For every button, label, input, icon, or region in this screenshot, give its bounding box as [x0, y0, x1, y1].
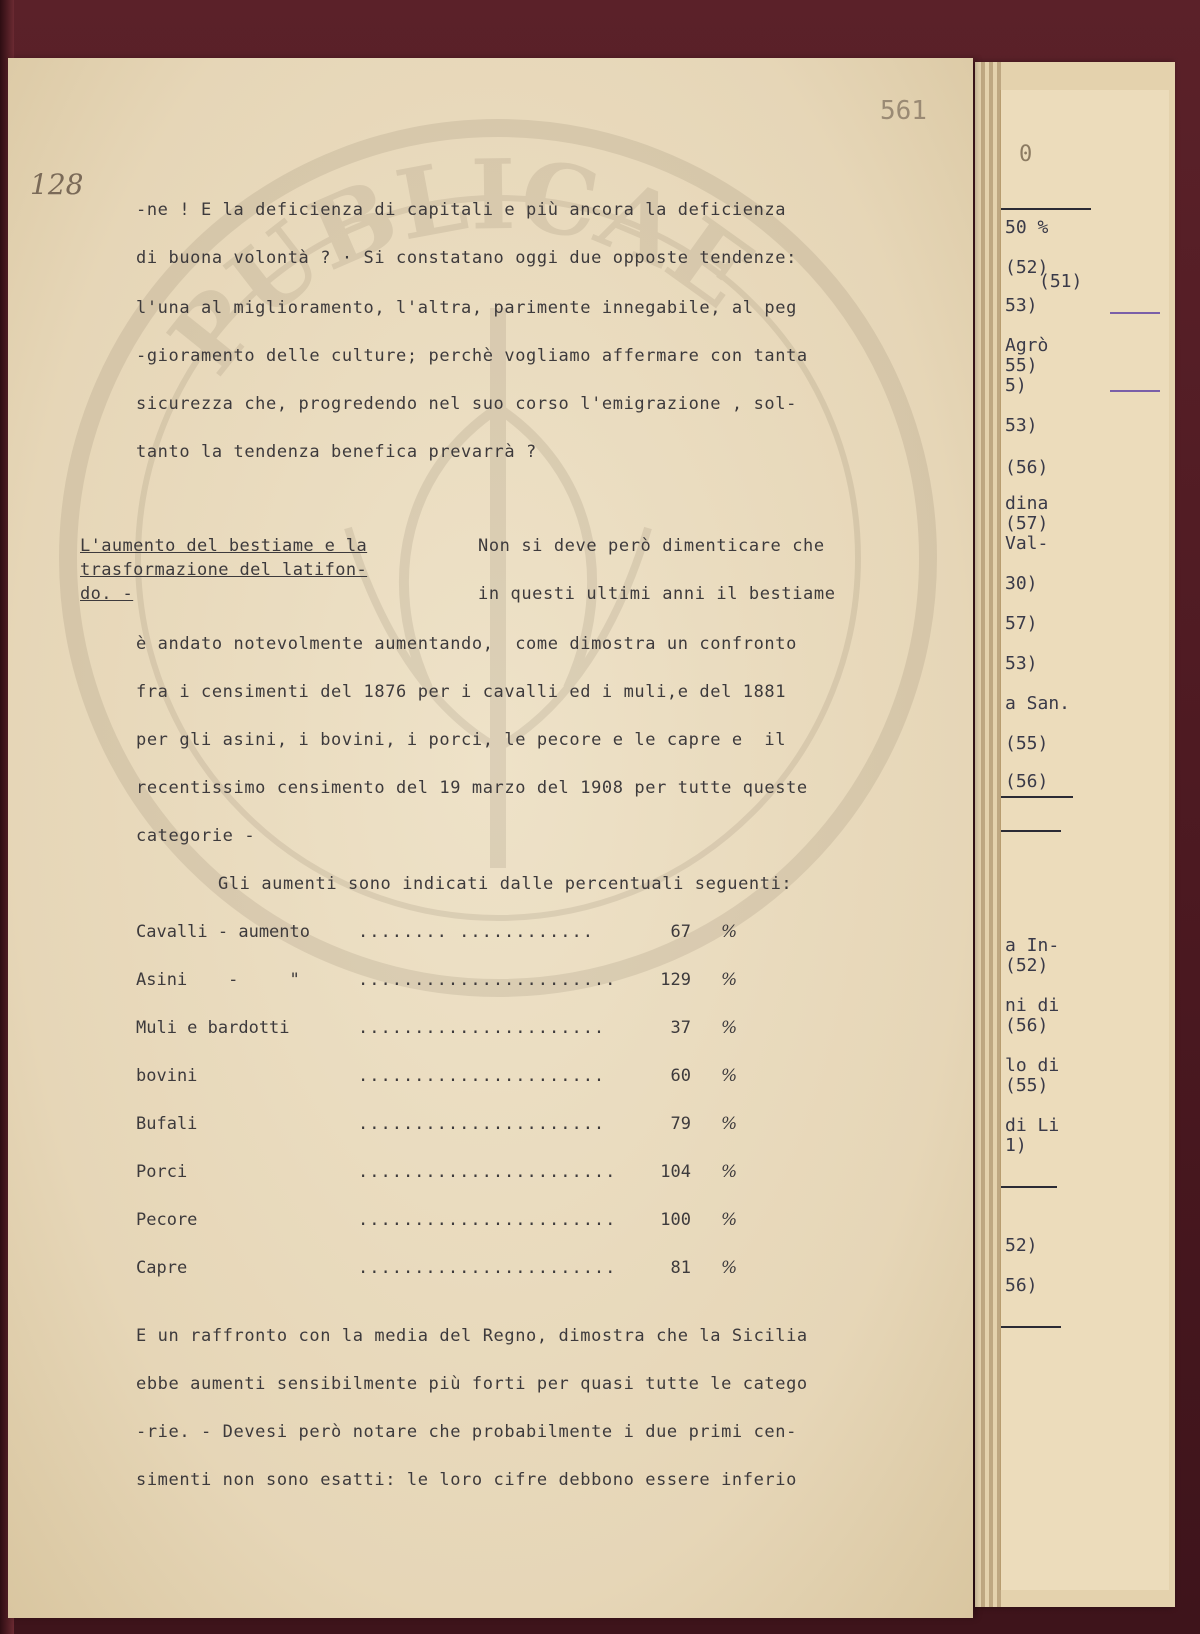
snippet: (55) — [1005, 1075, 1049, 1096]
increase-value: 104 — [660, 1162, 691, 1182]
rule-line — [1001, 830, 1061, 832]
livestock-name: Bufali — [136, 1114, 198, 1134]
increase-value: 60 — [670, 1066, 691, 1086]
livestock-name: Porci — [136, 1162, 188, 1182]
table-row — [136, 1258, 836, 1282]
text-line: simenti non sono esatti: le loro cifre debbono essere inferio — [136, 1470, 797, 1490]
text-line: sicurezza che, progredendo nel suo corso l'emigrazione , sol- — [136, 394, 797, 414]
table-row — [136, 1114, 836, 1138]
percent-sign: % — [721, 1258, 738, 1278]
text-line: ebbe aumenti sensibilmente più forti per quasi tutte le catego — [136, 1374, 808, 1394]
table-row — [136, 1210, 836, 1234]
text-line: -ne ! E la deficienza di capitali e più ancora la deficienza — [136, 200, 787, 220]
percent-sign: % — [721, 1066, 738, 1086]
rule-line — [1001, 1326, 1061, 1328]
livestock-name: Cavalli - aumento — [136, 922, 310, 942]
text-line: l'una al miglioramento, l'altra, parimente innegabile, al peg — [136, 298, 797, 318]
side-heading-line: trasformazione del latifon- — [80, 560, 368, 580]
text-line: fra i censimenti del 1876 per i cavalli ed i muli,e del 1881 — [136, 682, 787, 702]
snippet: 30) — [1005, 573, 1038, 594]
snippet: (52) — [1005, 955, 1049, 976]
text-line: -rie. - Devesi però notare che probabilmente i due primi cen- — [136, 1422, 797, 1442]
text-line: E un raffronto con la media del Regno, dimostra che la Sicilia — [136, 1326, 808, 1346]
archive-seal-watermark — [48, 108, 948, 1008]
text-line: -gioramento delle culture; perchè vogliamo affermare con tanta — [136, 346, 808, 366]
text-line: Non si deve però dimenticare che — [478, 536, 825, 556]
snippet: 53) — [1005, 415, 1038, 436]
text-line: è andato notevolmente aumentando, come dimostra un confronto — [136, 634, 797, 654]
leader-dots: ........ ............ — [358, 922, 594, 942]
table-intro: Gli aumenti sono indicati dalle percentuali seguenti: — [218, 874, 793, 894]
snippet: ni di — [1005, 995, 1060, 1016]
livestock-name: Asini - " — [136, 970, 300, 990]
snippet: Agrò — [1005, 335, 1049, 356]
snippet: 53) — [1005, 653, 1038, 674]
snippet: 5) — [1005, 375, 1027, 396]
snippet: di Li — [1005, 1115, 1060, 1136]
percent-sign: % — [721, 1162, 738, 1182]
leader-dots: ...................... — [358, 1114, 606, 1134]
increase-value: 79 — [670, 1114, 691, 1134]
document-page — [8, 58, 973, 1618]
snippet: (55) — [1005, 733, 1049, 754]
snippet: (51) — [1039, 271, 1083, 292]
leader-dots: ....................... — [358, 1162, 617, 1182]
snippet: 50 % — [1005, 217, 1049, 238]
livestock-name: Pecore — [136, 1210, 198, 1230]
increase-value: 81 — [670, 1258, 691, 1278]
rule-line — [1001, 208, 1091, 210]
leader-dots: ....................... — [358, 970, 617, 990]
table-row — [136, 922, 836, 946]
snippet: 57) — [1005, 613, 1038, 634]
watermark-text: PUBLICAE — [147, 137, 773, 395]
violet-mark — [1110, 390, 1160, 392]
leader-dots: ....................... — [358, 1258, 617, 1278]
percent-sign: % — [721, 1018, 738, 1038]
violet-mark — [1110, 312, 1160, 314]
snippet: 53) — [1005, 295, 1038, 316]
livestock-name: Muli e bardotti — [136, 1018, 290, 1038]
snippet: (52) — [1005, 257, 1049, 278]
percent-sign: % — [721, 970, 738, 990]
snippet: (56) — [1005, 1015, 1049, 1036]
increase-value: 129 — [660, 970, 691, 990]
increase-value: 37 — [670, 1018, 691, 1038]
text-line: in questi ultimi anni il bestiame — [478, 584, 836, 604]
livestock-name: bovini — [136, 1066, 198, 1086]
snippet: a In- — [1005, 935, 1060, 956]
underlying-page-number: 0 — [1019, 142, 1033, 167]
snippet: (56) — [1005, 771, 1049, 792]
text-line: categorie - — [136, 826, 256, 846]
livestock-name: Capre — [136, 1258, 188, 1278]
snippet: 52) — [1005, 1235, 1038, 1256]
percent-sign: % — [721, 1210, 738, 1230]
snippet: Val- — [1005, 533, 1049, 554]
text-line: per gli asini, i bovini, i porci, le pecore e le capre e il — [136, 730, 787, 750]
text-line: recentissimo censimento del 19 marzo del 1908 per tutte queste — [136, 778, 808, 798]
table-row — [136, 1018, 836, 1042]
side-heading-line: L'aumento del bestiame e la — [80, 536, 368, 556]
rule-line — [1001, 1186, 1057, 1188]
page-number: 561 — [880, 96, 927, 126]
table-row — [136, 970, 836, 994]
table-row — [136, 1066, 836, 1090]
leader-dots: ....................... — [358, 1210, 617, 1230]
snippet: a San. — [1005, 693, 1071, 714]
page-edge — [989, 62, 993, 1607]
snippet: 55) — [1005, 355, 1038, 376]
snippet: (57) — [1005, 513, 1049, 534]
snippet: 56) — [1005, 1275, 1038, 1296]
leader-dots: ...................... — [358, 1066, 606, 1086]
page-edge — [981, 62, 985, 1607]
percent-sign: % — [721, 922, 738, 942]
snippet: 1) — [1005, 1135, 1027, 1156]
increase-value: 100 — [660, 1210, 691, 1230]
increase-value: 67 — [670, 922, 691, 942]
underlying-page — [1000, 90, 1169, 1590]
snippet: (56) — [1005, 457, 1049, 478]
margin-note: 128 — [30, 168, 84, 201]
snippet: lo di — [1005, 1055, 1060, 1076]
rule-line — [1001, 796, 1073, 798]
table-row — [136, 1162, 836, 1186]
snippet: dina — [1005, 493, 1049, 514]
side-heading-line: do. - — [80, 584, 134, 604]
text-line: tanto la tendenza benefica prevarrà ? — [136, 442, 537, 462]
leader-dots: ...................... — [358, 1018, 606, 1038]
percent-sign: % — [721, 1114, 738, 1134]
text-line: di buona volontà ? · Si constatano oggi due opposte tendenze: — [136, 248, 797, 268]
